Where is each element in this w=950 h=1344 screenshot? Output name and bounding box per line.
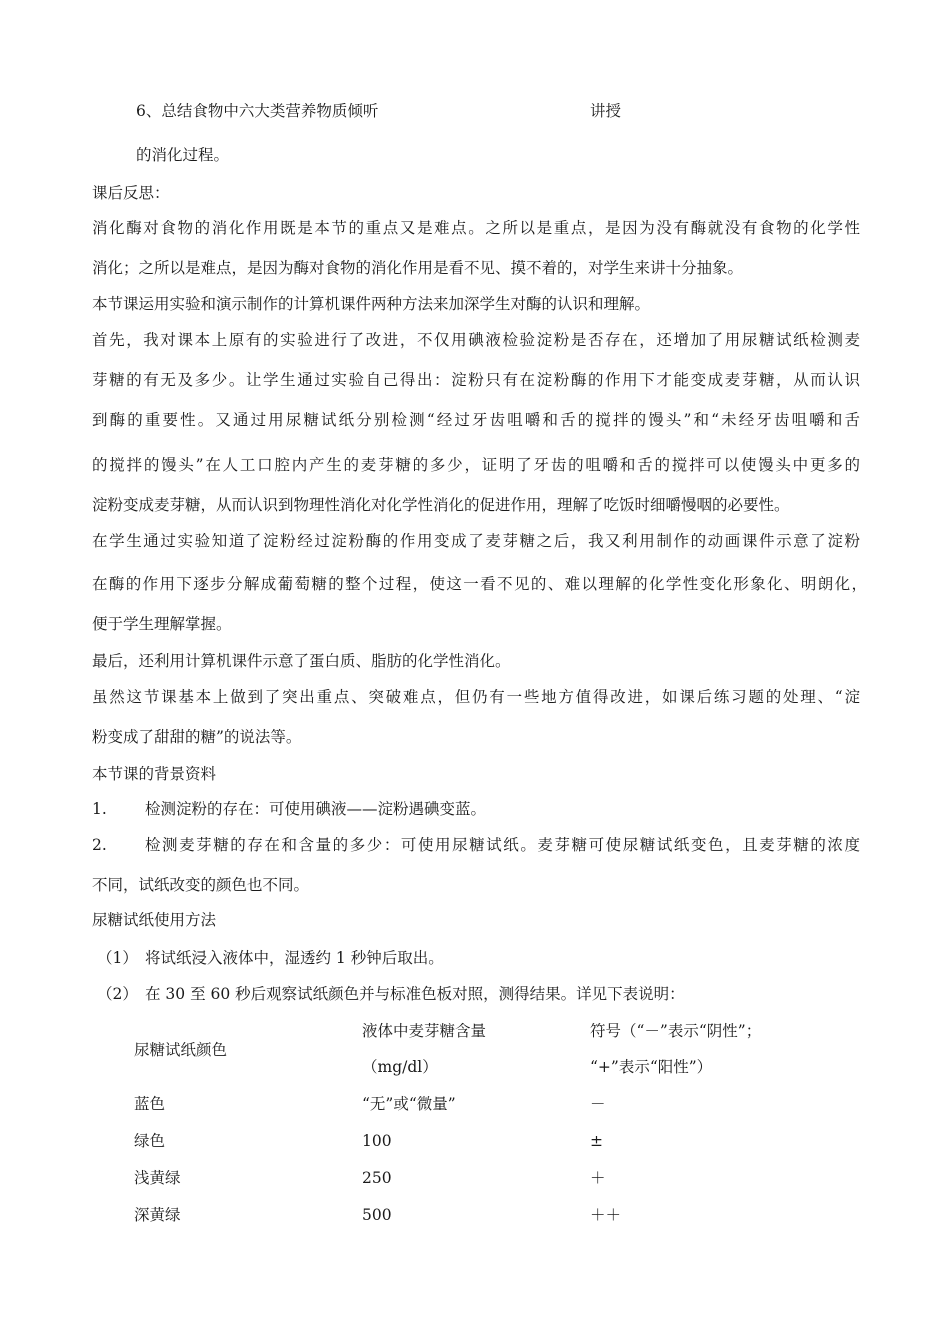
background-item-2-continuation: 不同，试纸改变的颜色也不同。 (92, 876, 310, 894)
table-header-symbol-line-1: 符号（“－”表示“阴性”； (590, 1022, 762, 1040)
table-cell-color: 浅黄绿 (134, 1169, 181, 1187)
background-item-1-number: 1. (92, 800, 107, 818)
background-item-2-number: 2. (92, 836, 107, 854)
reflection-paragraph-3-line-1: 首先，我对课本上原有的实验进行了改进，不仅用碘液检验淀粉是否存在，还增加了用尿糖试纸检测麦 (92, 331, 860, 349)
background-heading: 本节课的背景资料 (92, 765, 217, 783)
table-cell-symbol: － (590, 1095, 606, 1113)
table-header-content-line-1: 液体中麦芽糖含量 (362, 1022, 487, 1040)
usage-step-2-text: 在 30 至 60 秒后观察试纸颜色并与标准色板对照，测得结果。详见下表说明： (145, 985, 685, 1003)
table-cell-symbol: ± (590, 1132, 603, 1150)
usage-step-1-text: 将试纸浸入液体中，湿透约 1 秒钟后取出。 (145, 949, 444, 967)
reflection-paragraph-3-line-3: 到酶的重要性。又通过用尿糖试纸分别检测“经过牙齿咀嚼和舌的搅拌的馒头”和“未经牙齿咀嚼和舌 (92, 411, 860, 429)
usage-step-2-number: （2） (97, 985, 138, 1003)
background-item-1-text: 检测淀粉的存在：可使用碘液——淀粉遇碘变蓝。 (145, 800, 487, 818)
usage-heading: 尿糖试纸使用方法 (92, 911, 217, 929)
table-cell-symbol: ＋＋ (590, 1206, 622, 1224)
reflection-paragraph-5: 最后，还利用计算机课件示意了蛋白质、脂肪的化学性消化。 (92, 652, 511, 670)
item-6-method: 讲授 (590, 102, 622, 120)
background-item-2-text: 检测麦芽糖的存在和含量的多少：可使用尿糖试纸。麦芽糖可使尿糖试纸变色，且麦芽糖的浓度 (145, 836, 860, 854)
item-6-text: 6、总结食物中六大类营养物质倾听 (136, 102, 379, 120)
table-header-content-line-2: （mg/dl） (362, 1058, 438, 1076)
reflection-paragraph-3-line-4: 的搅拌的馒头”在人工口腔内产生的麦芽糖的多少，证明了牙齿的咀嚼和舌的搅拌可以使馒头中更多的 (92, 456, 860, 474)
reflection-paragraph-1-line-1: 消化酶对食物的消化作用既是本节的重点又是难点。之所以是重点，是因为没有酶就没有食物的化学性 (92, 219, 860, 237)
table-cell-color: 深黄绿 (134, 1206, 181, 1224)
reflection-paragraph-6-line-2: 粉变成了甜甜的糖”的说法等。 (92, 728, 302, 746)
usage-step-1-number: （1） (97, 949, 138, 967)
reflection-paragraph-2: 本节课运用实验和演示制作的计算机课件两种方法来加深学生对酶的认识和理解。 (92, 295, 651, 313)
table-cell-color: 蓝色 (134, 1095, 166, 1113)
reflection-paragraph-4-line-1: 在学生通过实验知道了淀粉经过淀粉酶的作用变成了麦芽糖之后，我又利用制作的动画课件示意了淀粉 (92, 532, 860, 550)
item-6-continuation: 的消化过程。 (136, 146, 230, 164)
reflection-paragraph-4-line-2: 在酶的作用下逐步分解成葡萄糖的整个过程，使这一看不见的、难以理解的化学性变化形象化、明朗化， (92, 575, 867, 593)
reflection-paragraph-4-line-3: 便于学生理解掌握。 (92, 615, 232, 633)
reflection-heading: 课后反思： (92, 184, 170, 202)
table-cell-content: 100 (362, 1132, 392, 1150)
table-cell-content: 250 (362, 1169, 392, 1187)
table-cell-symbol: ＋ (590, 1169, 606, 1187)
table-cell-content: “无”或“微量” (362, 1095, 456, 1113)
table-header-symbol-line-2: “+”表示“阳性”） (590, 1058, 713, 1076)
reflection-paragraph-3-line-5: 淀粉变成麦芽糖，从而认识到物理性消化对化学性消化的促进作用，理解了吃饭时细嚼慢咽的必要性。 (92, 496, 790, 514)
reflection-paragraph-3-line-2: 芽糖的有无及多少。让学生通过实验自己得出：淀粉只有在淀粉酶的作用下才能变成麦芽糖，从而认识 (92, 371, 860, 389)
table-cell-content: 500 (362, 1206, 392, 1224)
reflection-paragraph-1-line-2: 消化；之所以是难点，是因为酶对食物的消化作用是看不见、摸不着的，对学生来讲十分抽象。 (92, 259, 744, 277)
table-cell-color: 绿色 (134, 1132, 166, 1150)
reflection-paragraph-6-line-1: 虽然这节课基本上做到了突出重点、突破难点，但仍有一些地方值得改进，如课后练习题的处理、“淀 (92, 688, 860, 706)
table-header-color: 尿糖试纸颜色 (134, 1041, 228, 1059)
